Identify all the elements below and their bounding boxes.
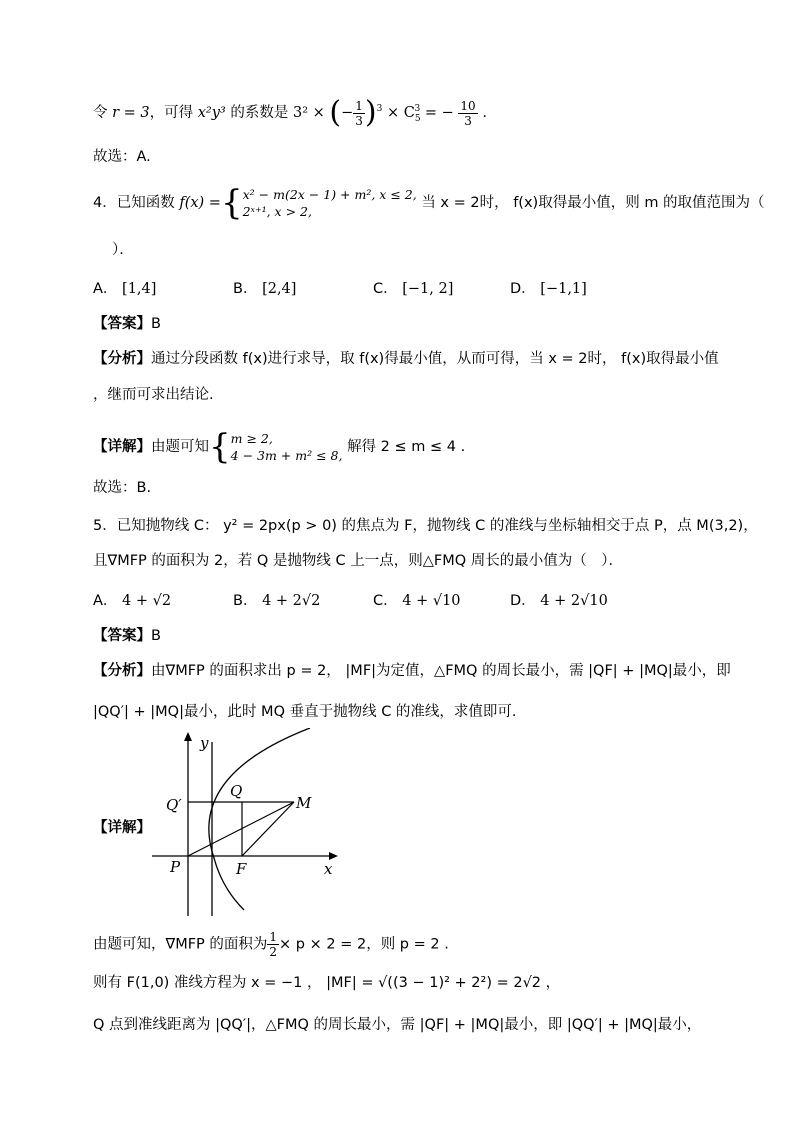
q4-final: 故选：B. (93, 480, 152, 496)
q4-option-b (233, 277, 296, 298)
math-fx: f(x) = (179, 195, 221, 211)
answer-value: B (151, 628, 161, 644)
math-eq: = − (424, 105, 454, 121)
q5-stem-2: 且∇MFP 的面积为 2，若 Q 是抛物线 C 上一点，则△FMQ 周长的最小值为（ ）． (93, 553, 623, 569)
option-label: D． (510, 593, 536, 609)
q5-detail-2: 则有 F(1,0) 准线方程为 x = −1 ， |MF| = √((3 − 1)² + 2²) = 2√2 ， (93, 975, 561, 991)
analysis-text: 由∇MFP 的面积求出 p = 2， |MF|为定值，△FMQ 的周长最小，需 |QF| + |MQ|最小，即 (151, 663, 731, 679)
case-2: 4 − 3m + m² ≤ 8, (230, 448, 343, 463)
denominator: 3 (464, 113, 472, 128)
brace: { (220, 183, 243, 223)
superscript: 3 (414, 104, 421, 115)
text: ，可得 (149, 105, 198, 121)
subscript: 5 (414, 113, 421, 124)
label-x: x (324, 860, 333, 878)
case-1: m ≥ 2, (230, 431, 273, 446)
q4-analysis-2: ，继而可求出结论. (93, 387, 214, 403)
case-2: 2ˣ⁺¹, x > 2, (242, 204, 312, 219)
option-value: 4 + √10 (402, 593, 461, 609)
label-q: Q (230, 782, 243, 800)
math-r: r = 3 (112, 105, 150, 121)
q5-option-c (373, 589, 461, 610)
q5-option-b (233, 589, 320, 610)
q4-analysis-1 (93, 349, 719, 369)
text: . (482, 105, 487, 121)
fraction (267, 930, 279, 959)
label-f: F (236, 860, 247, 878)
option-value: [−1, 2] (402, 281, 454, 297)
parabola-figure (150, 728, 350, 916)
option-label: C． (373, 281, 398, 297)
fraction (458, 99, 477, 128)
option-value: 4 + 2√2 (262, 593, 321, 609)
fraction (353, 99, 365, 128)
option-label: A． (93, 593, 118, 609)
q4-option-a (93, 277, 156, 298)
option-value: [1,4] (122, 281, 157, 297)
option-label: A． (93, 281, 118, 297)
q5-analysis-1 (93, 661, 731, 681)
q5-stem-1: 5．已知抛物线 C： y² = 2px(p > 0) 的焦点为 F，抛物线 C 的准线与坐标轴相交于点 P，点 M(3,2)， (93, 518, 758, 534)
q4-answer (93, 314, 161, 334)
math-term: x²y³ (197, 105, 226, 121)
option-value: 4 + 2√10 (540, 593, 608, 609)
option-value: [2,4] (262, 281, 297, 297)
label-m: M (296, 794, 312, 812)
y-axis-arrow (184, 732, 192, 741)
numerator: 1 (269, 930, 278, 944)
text: 4．已知函数 (93, 195, 175, 211)
q5-detail-tag (93, 818, 151, 838)
case-1: x² − m(2x − 1) + m², x ≤ 2, (242, 187, 417, 202)
denominator: 3 (355, 113, 363, 128)
text: 令 (93, 105, 108, 121)
option-label: C． (373, 593, 398, 609)
denominator: 2 (269, 945, 278, 959)
text: 的系数是 (225, 105, 293, 121)
segment-m-p (188, 802, 294, 856)
option-label: B． (233, 593, 258, 609)
option-value: 4 + √2 (122, 593, 172, 609)
math-expr: × C (386, 105, 415, 121)
option-label: B． (233, 281, 258, 297)
brace: { (209, 427, 231, 467)
q5-detail-1 (93, 930, 449, 959)
text: 由题可知，∇MFP 的面积为 (93, 936, 268, 953)
x-axis-arrow (329, 852, 338, 860)
answer-tag: 【答案】 (93, 628, 151, 644)
q5-answer (93, 626, 161, 646)
analysis-tag: 【分析】 (93, 351, 151, 367)
piecewise-cases (243, 186, 417, 220)
analysis-text: 通过分段函数 f(x)进行求导，取 f(x)得最小值，从而可得，当 x = 2时， f(x)取得最小值 (151, 351, 719, 367)
math-expr: 3² × (292, 105, 325, 121)
answer-value: B (151, 316, 161, 332)
option-value: [−1,1] (540, 281, 587, 297)
label-p: P (170, 858, 181, 876)
paren-right: ) (364, 95, 377, 130)
text: 当 x = 2时， f(x)取得最小值，则 m 的取值范围为（ (421, 195, 765, 211)
numerator: 1 (355, 98, 363, 113)
exponent: 3 (376, 104, 383, 115)
option-label: D． (510, 281, 536, 297)
answer-tag: 【答案】 (93, 316, 151, 332)
q4-close: ）． (112, 242, 134, 258)
answer-line-3: 故选：A. (93, 149, 151, 165)
text: 由题可知 (151, 439, 209, 455)
detail-tag: 【详解】 (93, 439, 151, 455)
text: 解得 2 ≤ m ≤ 4 . (347, 439, 466, 455)
label-y: y (200, 734, 209, 752)
q4-option-c (373, 277, 453, 298)
label-q-prime: Q′ (166, 796, 182, 814)
coef-line (93, 95, 487, 130)
q5-detail-3: Q 点到准线距离为 |QQ′|，△FMQ 的周长最小，需 |QF| + |MQ|最小，即 |QQ′| + |MQ|最小， (93, 1017, 702, 1033)
detail-tag: 【详解】 (93, 820, 151, 836)
q4-detail (93, 427, 466, 467)
paren-left: ( (329, 95, 342, 130)
analysis-tag: 【分析】 (93, 663, 151, 679)
q5-option-d (510, 589, 608, 610)
system-cases (231, 430, 343, 464)
q5-option-a (93, 589, 171, 610)
minus-sign: − (341, 105, 354, 121)
text: × p × 2 = 2，则 p = 2 . (279, 936, 449, 953)
q4-option-d (510, 277, 587, 298)
numerator: 10 (460, 98, 476, 113)
q5-analysis-2: |QQ′| + |MQ|最小，此时 MQ 垂直于抛物线 C 的准线，求值即可. (93, 704, 517, 720)
segment-m-f (242, 802, 294, 856)
q4-stem (93, 183, 765, 223)
